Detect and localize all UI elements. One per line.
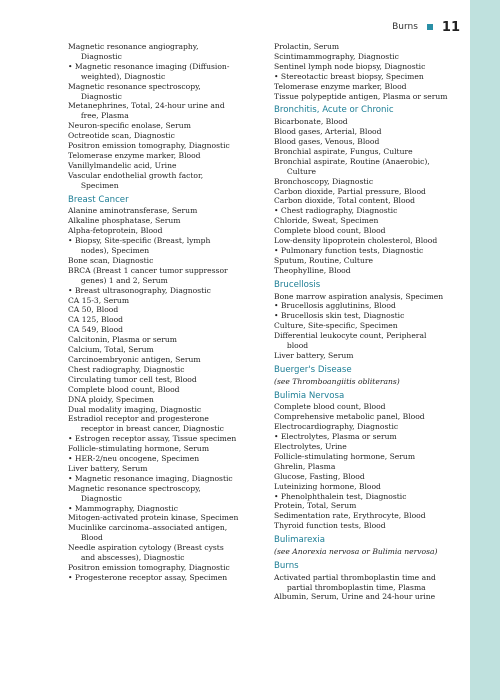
burns-list	[274, 573, 462, 603]
right-column	[274, 42, 462, 602]
list-item: Magnetic resonance spectroscopy,	[68, 81, 201, 91]
list-item: • Mammography, Diagnostic	[68, 503, 179, 513]
section-heading-burns: Burns	[274, 560, 299, 571]
list-item: Activated partial thromboplastin time and	[274, 572, 436, 582]
list-item: Magnetic resonance spectroscopy,	[68, 483, 201, 493]
list-item: Glucose, Fasting, Blood	[274, 471, 365, 481]
list-item: partial thromboplastin time, Plasma	[282, 582, 426, 592]
list-item: Complete blood count, Blood	[274, 226, 386, 236]
list-item: Chloride, Sweat, Specimen	[274, 216, 379, 226]
list-item: • Brucellosis skin test, Diagnostic	[274, 311, 405, 321]
list-item: Positron emission tomography, Diagnostic	[68, 563, 230, 573]
list-item: Circulating tumor cell test, Blood	[68, 374, 197, 384]
list-item: Diagnostic	[76, 91, 122, 101]
list-item: Estradiol receptor and progesterone	[68, 414, 209, 424]
list-item: Thyroid function tests, Blood	[274, 521, 386, 531]
list-item: Tissue polypeptide antigen, Plasma or serum	[274, 91, 448, 101]
list-item: Metanephrines, Total, 24-hour urine and	[68, 101, 225, 111]
list-item: Sedimentation rate, Erythrocyte, Blood	[274, 511, 426, 521]
page-edge-tab	[470, 0, 500, 700]
list-item: Follicle-stimulating hormone, Serum	[68, 444, 210, 454]
list-item: • Electrolytes, Plasma or serum	[274, 432, 397, 442]
list-item: Theophylline, Blood	[274, 265, 351, 275]
list-item: Magnetic resonance angiography,	[68, 42, 199, 51]
list-item: • Breast ultrasonography, Diagnostic	[68, 285, 211, 295]
list-item: Complete blood count, Blood	[68, 384, 180, 394]
list-item: Bicarbonate, Blood	[274, 117, 348, 127]
list-item: Electrocardiography, Diagnostic	[274, 422, 399, 432]
list-item: Sentinel lymph node biopsy, Diagnostic	[274, 61, 426, 71]
running-head	[392, 19, 460, 35]
list-item: Liver battery, Serum	[274, 350, 354, 360]
list-item: free, Plasma	[76, 111, 129, 121]
list-item: Alkaline phosphatase, Serum	[68, 216, 181, 226]
list-item: Diagnostic	[76, 493, 122, 503]
list-item: • HER-2/neu oncogene, Specimen	[68, 454, 200, 464]
list-item: Telomerase enzyme marker, Blood	[274, 81, 407, 91]
list-item: Carcinoembryonic antigen, Serum	[68, 354, 201, 364]
list-item: Carbon dioxide, Total content, Blood	[274, 196, 415, 206]
list-item: Electrolytes, Urine	[274, 442, 347, 451]
list-item: receptor in breast cancer, Diagnostic	[76, 424, 224, 434]
list-item: Octreotide scan, Diagnostic	[68, 131, 175, 141]
running-head-marker-icon	[427, 24, 433, 30]
cross-reference-bulimarexia: (see Anorexia nervosa or Bulimia nervosa)	[274, 546, 438, 556]
list-item: nodes), Specimen	[76, 246, 150, 256]
list-item: Mitogen-activated protein kinase, Specimen	[68, 513, 239, 523]
list-item: Calcium, Total, Serum	[68, 345, 154, 355]
list-item: Bone scan, Diagnostic	[68, 255, 154, 265]
list-item: CA 15-3, Serum	[68, 295, 130, 305]
list-item: Prolactin, Serum	[274, 42, 340, 51]
brucellosis-list	[274, 292, 462, 361]
list-item: CA 50, Blood	[68, 305, 119, 315]
list-item: Needle aspiration cytology (Breast cysts	[68, 543, 224, 553]
section-heading-bronchitis: Bronchitis, Acute or Chronic	[274, 105, 394, 116]
cross-reference-buerger: (see Thromboangiitis obliterans)	[274, 376, 400, 386]
list-item: Bone marrow aspiration analysis, Specimen	[274, 291, 444, 301]
list-item: • Brucellosis agglutinins, Blood	[274, 301, 396, 311]
list-item: and abscesses), Diagnostic	[76, 553, 185, 563]
list-item: Scintimammography, Diagnostic	[274, 51, 399, 61]
intro-list	[68, 42, 268, 191]
intro-list	[274, 42, 462, 101]
list-item: Neuron-specific enolase, Serum	[68, 121, 191, 131]
left-column	[68, 42, 268, 583]
list-item: Diagnostic	[76, 51, 122, 61]
list-item: Bronchoscopy, Diagnostic	[274, 176, 374, 186]
list-item: Luteinizing hormone, Blood	[274, 481, 381, 491]
section-heading-bulimia: Bulimia Nervosa	[274, 390, 345, 401]
list-item: • Pulmonary function tests, Diagnostic	[274, 246, 424, 256]
list-item: Sputum, Routine, Culture	[274, 255, 373, 265]
section-heading-brucellosis: Brucellosis	[274, 279, 321, 290]
list-item: Telomerase enzyme marker, Blood	[68, 150, 201, 160]
list-item: Mucinlike carcinoma–associated antigen,	[68, 523, 228, 533]
page-number: 11	[441, 19, 460, 35]
list-item: Ghrelin, Plasma	[274, 461, 336, 471]
list-item: Follicle-stimulating hormone, Serum	[274, 451, 416, 461]
list-item: Alpha-fetoprotein, Blood	[68, 226, 163, 236]
list-item: Carbon dioxide, Partial pressure, Blood	[274, 186, 426, 196]
list-item: Albumin, Serum, Urine and 24-hour urine	[274, 592, 436, 602]
list-item: Comprehensive metabolic panel, Blood	[274, 412, 425, 422]
list-item: • Biopsy, Site-specific (Breast, lymph	[68, 236, 211, 246]
breast-cancer-list	[68, 206, 268, 582]
running-head-title: Burns	[392, 22, 418, 32]
list-item: DNA ploidy, Specimen	[68, 394, 154, 404]
section-heading-bulimarexia: Bulimarexia	[274, 535, 325, 546]
list-item: Specimen	[76, 180, 119, 190]
list-item: • Stereotactic breast biopsy, Specimen	[274, 71, 424, 81]
list-item: Bronchial aspirate, Fungus, Culture	[274, 146, 413, 156]
list-item: Alanine aminotransferase, Serum	[68, 206, 198, 216]
list-item: Blood gases, Venous, Blood	[274, 137, 380, 147]
list-item: Protein, Total, Serum	[274, 501, 357, 511]
list-item: • Estrogen receptor assay, Tissue specimen	[68, 434, 237, 444]
list-item: Vanillylmandelic acid, Urine	[68, 160, 177, 170]
list-item: Differential leukocyte count, Peripheral	[274, 331, 427, 341]
list-item: Culture, Site-specific, Specimen	[274, 321, 398, 331]
section-heading-buerger: Buerger's Disease	[274, 364, 352, 375]
bronchitis-list	[274, 117, 462, 276]
list-item: Blood	[76, 533, 103, 543]
list-item: Bronchial aspirate, Routine (Anaerobic),	[274, 156, 430, 166]
list-item: Chest radiography, Diagnostic	[68, 364, 185, 374]
list-item: CA 549, Blood	[68, 325, 124, 335]
bulimia-list	[274, 402, 462, 531]
list-item: Blood gases, Arterial, Blood	[274, 127, 382, 137]
list-item: Calcitonin, Plasma or serum	[68, 335, 177, 345]
list-item: Vascular endothelial growth factor,	[68, 170, 204, 180]
list-item: Low-density lipoprotein cholesterol, Blood	[274, 236, 438, 246]
list-item: Culture	[282, 166, 317, 176]
list-item: Positron emission tomography, Diagnostic	[68, 141, 230, 151]
section-heading-breast-cancer: Breast Cancer	[68, 194, 129, 205]
list-item: BRCA (Breast 1 cancer tumor suppressor	[68, 265, 228, 275]
list-item: genes) 1 and 2, Serum	[76, 275, 168, 285]
list-item: Liver battery, Serum	[68, 463, 148, 473]
list-item: Dual modality imaging, Diagnostic	[68, 404, 202, 414]
list-item: • Magnetic resonance imaging, Diagnostic	[68, 473, 233, 483]
list-item: CA 125, Blood	[68, 315, 124, 325]
list-item: weighted), Diagnostic	[76, 71, 166, 81]
list-item: Complete blood count, Blood	[274, 402, 386, 412]
list-item: • Chest radiography, Diagnostic	[274, 206, 398, 216]
list-item: • Phenolphthalein test, Diagnostic	[274, 491, 407, 501]
list-item: • Progesterone receptor assay, Specimen	[68, 572, 228, 582]
list-item: blood	[282, 341, 309, 351]
list-item: • Magnetic resonance imaging (Diffusion-	[68, 61, 230, 71]
